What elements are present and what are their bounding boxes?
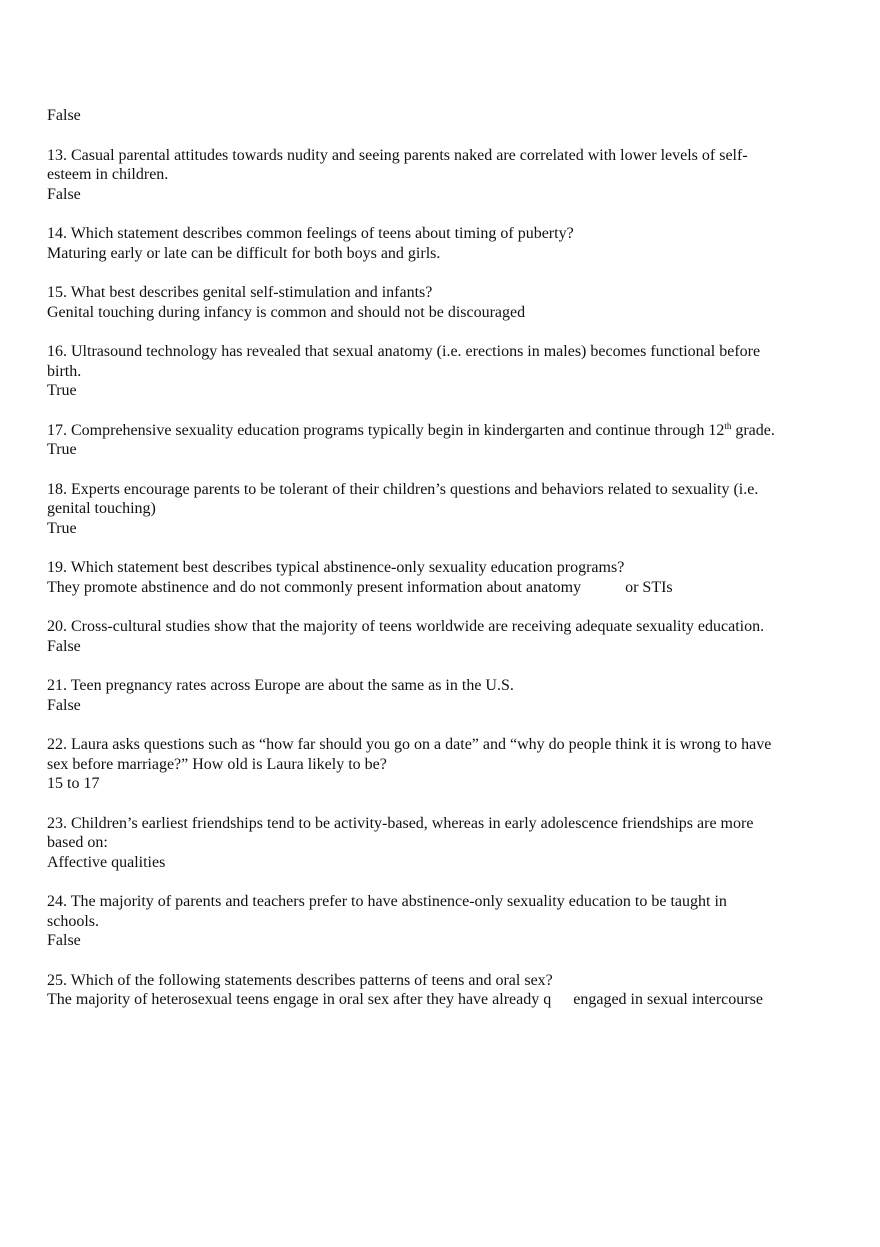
question-text: esteem in children. [47,166,169,183]
question-text: sex before marriage?” How old is Laura likely to be? [47,755,387,773]
question-18 [47,480,847,539]
question-text: 22. Laura asks questions such as “how far should you go on a date” and “why do people think it is wrong to have [47,736,772,753]
answer-text: False [47,185,81,203]
question-20 [47,617,847,656]
question-text: 19. Which statement best describes typical abstinence-only sexuality education programs? [47,559,625,576]
question-25 [47,971,847,1010]
question-text: 14. Which statement describes common feelings of teens about timing of puberty? [47,225,574,242]
question-15 [47,283,847,322]
ordinal-suffix: th [724,420,732,431]
question-17 [47,421,847,460]
question-16 [47,342,847,401]
answer-text-part-a: They promote abstinence and do not commonly present information about anatomy [47,578,582,596]
question-text: schools. [47,912,99,930]
answer-text: True [47,441,77,458]
document-page [47,106,847,1030]
question-text: birth. [47,362,82,380]
answer-text-part-a: The majority of heterosexual teens engage in oral sex after they have already q [47,991,552,1008]
answer-block-12 [47,106,847,126]
answer-text [47,578,847,598]
answer-text-part-b: engaged in sexual intercourse [573,991,763,1008]
question-text: 24. The majority of parents and teachers prefer to have abstinence-only sexuality education to be taught in [47,893,727,910]
question-13 [47,146,847,205]
answer-text: True [47,382,77,399]
answer-text: True [47,519,77,537]
answer-text: Maturing early or late can be difficult for both boys and girls. [47,244,441,262]
answer-text: False [47,696,81,714]
answer-text: 15 to 17 [47,775,100,792]
question-text: based on: [47,834,108,851]
answer-text [47,990,847,1010]
question-text [47,421,847,441]
answer-text: False [47,107,81,124]
question-text: 13. Casual parental attitudes towards nudity and seeing parents naked are correlated with lower levels of self- [47,146,748,164]
question-14 [47,224,847,263]
answer-text-part-b: or STIs [625,578,673,596]
question-text: 25. Which of the following statements describes patterns of teens and oral sex? [47,971,553,989]
question-22 [47,735,847,794]
question-text-main: 17. Comprehensive sexuality education programs typically begin in kindergarten and continue through 12 [47,421,725,439]
question-text: 18. Experts encourage parents to be tolerant of their children’s questions and behaviors related to sexuality (i.e. [47,480,759,498]
question-24 [47,892,847,951]
question-text: 15. What best describes genital self-stimulation and infants? [47,284,433,301]
answer-text: False [47,932,81,949]
question-text-end: grade. [731,421,775,439]
question-text: 21. Teen pregnancy rates across Europe are about the same as in the U.S. [47,677,514,694]
question-text: genital touching) [47,500,156,517]
question-23 [47,814,847,873]
answer-text: Affective qualities [47,853,166,871]
question-21 [47,676,847,715]
answer-text: False [47,637,81,655]
question-text: 23. Children’s earliest friendships tend to be activity-based, whereas in early adolescence friendships are more [47,814,754,832]
answer-text: Genital touching during infancy is common and should not be discouraged [47,303,526,321]
question-text: 16. Ultrasound technology has revealed that sexual anatomy (i.e. erections in males) becomes functional before [47,343,761,360]
question-19 [47,558,847,597]
question-text: 20. Cross-cultural studies show that the majority of teens worldwide are receiving adequate sexuality education. [47,618,765,635]
